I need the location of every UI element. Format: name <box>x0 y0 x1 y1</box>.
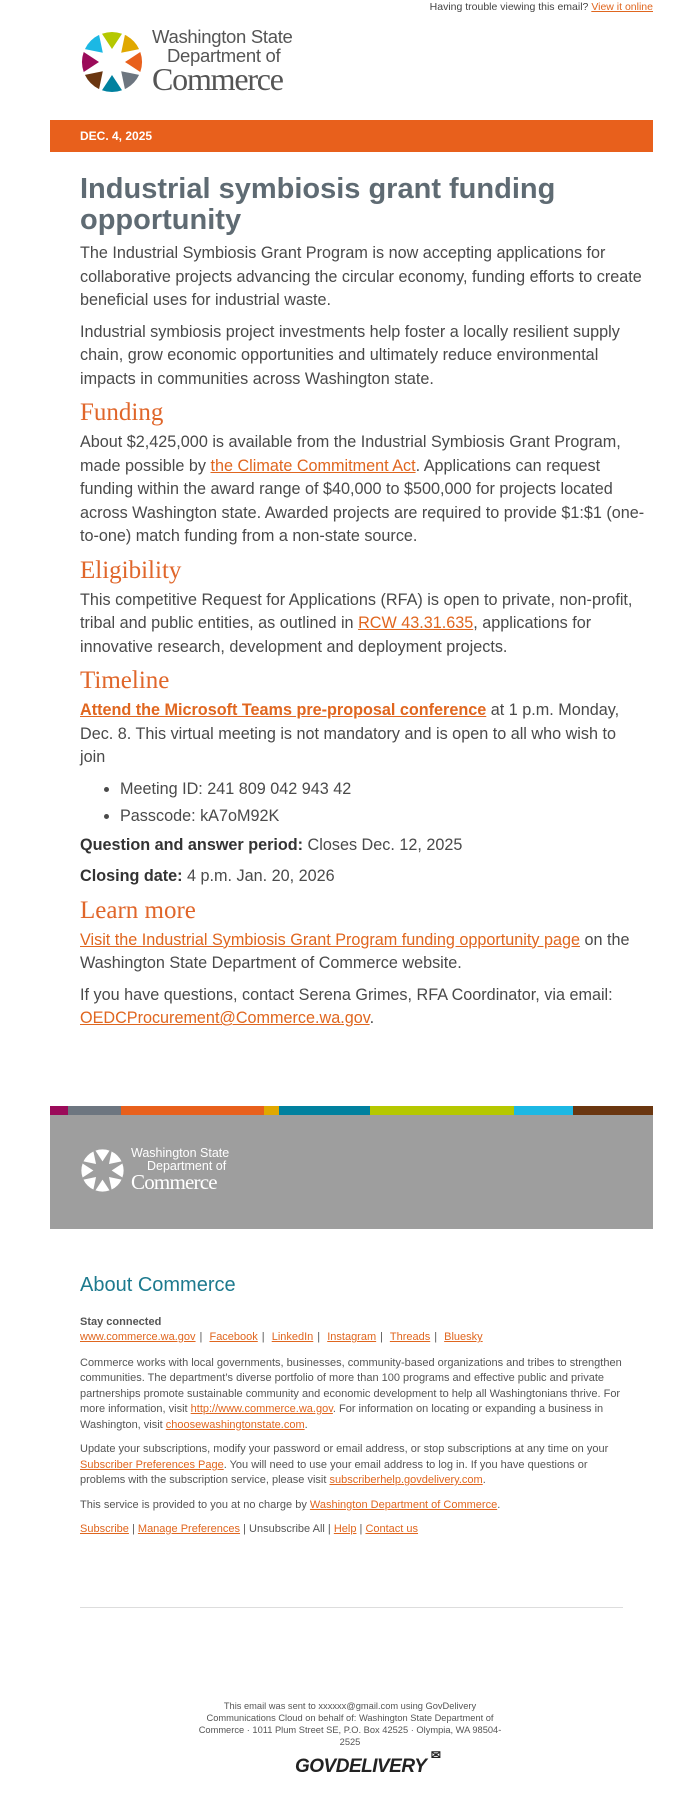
funding-paragraph: About $2,425,000 is available from the Industrial Symbiosis Grant Program, made possible by the Climate Commitment Act. Applications can request funding within the award range of $40,000 to $500,000 for projects located across Washington state. Awarded projects are required to provide $1:$1 (one-to-one) match funding from a non-state source. <box>80 433 645 545</box>
view-online-link[interactable]: View it online <box>591 1 653 13</box>
color-stripe <box>50 1106 653 1115</box>
social-links: www.commerce.wa.gov | Facebook | LinkedIn | Instagram | Threads | Bluesky <box>80 1331 483 1343</box>
subscription-paragraph: Update your subscriptions, modify your password or email address, or stop subscriptions at any time on your Subscriber Preferences Page. You will need to use your email address to log in. If you have questions or problems with the subscription service, please visit subscriberhelp.govdelivery.com. <box>80 1443 609 1486</box>
subscriberhelp-link[interactable]: subscriberhelp.govdelivery.com <box>329 1474 483 1486</box>
logo-petal <box>125 51 142 71</box>
instagram-link[interactable]: Instagram <box>327 1331 377 1343</box>
about-paragraph: Commerce works with local governments, businesses, community-based organizations and tribes to strengthen communities. The department’s diverse portfolio of more than 100 programs and effective public and private partnerships promote sustainable community and economic development to help all Washingtonians thrive. For more information, visit http://www.commerce.wa.gov. For information on locating or expanding a business in Washington, visit choosewashingtonstate.com. <box>80 1356 622 1431</box>
logo-petal <box>109 1151 122 1164</box>
intro-paragraph: The Industrial Symbiosis Grant Program is now accepting applications for collaborative projects advancing the circular economy, funding efforts to create beneficial uses for industrial waste. <box>80 244 642 309</box>
eligibility-heading: Eligibility <box>80 556 182 584</box>
logo-petal <box>82 51 99 71</box>
logo-petal <box>121 34 139 52</box>
commerce-star-icon <box>80 30 144 94</box>
subscribe-link[interactable]: Subscribe <box>80 1523 129 1535</box>
intro-paragraph-2: Industrial symbiosis project investments help foster a locally resilient supply chain, grow economic opportunities and ultimately reduce environmental impacts in communities across Washington state. <box>80 322 620 388</box>
contact-paragraph: If you have questions, contact Serena Grimes, RFA Coordinator, via email: OEDCProcurement@Commerce.wa.gov. <box>80 985 613 1027</box>
logo-petal <box>83 1176 96 1189</box>
eligibility-paragraph: This competitive Request for Applications (RFA) is open to private, non-profit, tribal and public entities, as outlined in RCW 43.31.635, applications for innovative research, development and deployment projects. <box>80 590 633 656</box>
unsubscribe-all[interactable]: Unsubscribe All <box>249 1523 325 1535</box>
learn-more-paragraph: Visit the Industrial Symbiosis Grant Program funding opportunity page on the Washington State Department of Commerce website. <box>80 930 630 972</box>
facebook-link[interactable]: Facebook <box>209 1331 258 1343</box>
commerce-star-white-icon <box>80 1148 125 1193</box>
meeting-id: • Meeting ID: 241 809 042 943 42 <box>120 778 645 801</box>
trouble-text: Having trouble viewing this email? <box>429 1 589 13</box>
logo-petal <box>85 34 103 52</box>
passcode: • Passcode: kA7oM92K <box>120 805 645 828</box>
learn-more-heading: Learn more <box>80 896 196 924</box>
timeline-heading: Timeline <box>80 667 170 694</box>
threads-link[interactable]: Threads <box>389 1331 431 1343</box>
climate-commitment-link[interactable]: the Climate Commitment Act <box>210 456 416 475</box>
funding-heading: Funding <box>80 399 164 426</box>
logo-petal <box>112 1163 124 1177</box>
logo-petal <box>121 71 139 89</box>
page-title: Industrial symbiosis grant funding opportunity <box>80 173 556 236</box>
wa-commerce-link[interactable]: Washington Department of Commerce <box>309 1498 498 1511</box>
view-online-bar <box>430 1 653 13</box>
logo-line3: Commerce <box>152 61 283 97</box>
about-section <box>80 1274 625 1547</box>
funding-page-link[interactable]: Visit the Industrial Symbiosis Grant Program funding opportunity page <box>80 930 580 949</box>
service-paragraph: This service is provided to you at no charge by Washington Department of Commerce. <box>80 1498 501 1511</box>
closing-date: Closing date: 4 p.m. Jan. 20, 2026 <box>80 867 335 885</box>
meeting-details-list <box>120 778 645 828</box>
website-link[interactable]: www.commerce.wa.gov <box>80 1331 196 1343</box>
commerce-logo-white: Washington State Department of Commerce <box>80 1147 229 1193</box>
footer-banner <box>50 1115 653 1229</box>
logo-petal <box>95 1179 109 1191</box>
manage-preferences-link[interactable]: Manage Preferences <box>137 1523 241 1535</box>
date-banner: DEC. 4, 2025 <box>50 120 653 152</box>
article <box>80 174 645 1039</box>
bluesky-link[interactable]: Bluesky <box>444 1331 483 1343</box>
logo-petal <box>109 1176 122 1189</box>
timeline-paragraph: Attend the Microsoft Teams pre-proposal conference at 1 p.m. Monday, Dec. 8. This virtual meeting is not mandatory and is open to all who wish to join <box>80 701 620 766</box>
rcw-link[interactable]: RCW 43.31.635 <box>358 614 474 632</box>
email-link[interactable]: OEDCProcurement@Commerce.wa.gov <box>80 1009 370 1027</box>
help-link[interactable]: Help <box>333 1523 357 1535</box>
qa-period: Question and answer period: Closes Dec. 12, 2025 <box>80 835 463 854</box>
logo-petal <box>95 1149 109 1161</box>
stay-connected-label: Stay connected <box>80 1315 162 1328</box>
footer-text: This email was sent to xxxxxx@gmail.com using GovDelivery Communications Cloud on behalf of: Washington State Department of Commerce · 1011 Plum Street SE, P.O. Box 42525 · Olympia, WA 98504-2525 <box>198 1701 502 1747</box>
logo-line1: Washington State <box>152 26 293 47</box>
divider <box>80 1607 623 1608</box>
teams-conference-link[interactable]: Attend the Microsoft Teams pre-proposal conference <box>80 701 487 719</box>
commerce-url-link[interactable]: http://www.commerce.wa.gov <box>190 1403 333 1415</box>
logo-petal <box>83 1151 96 1164</box>
choosewashington-link[interactable]: choosewashingtonstate.com <box>165 1418 305 1431</box>
contact-us-link[interactable]: Contact us <box>365 1523 419 1535</box>
logo-petal <box>81 1163 93 1177</box>
subscription-links: Subscribe | Manage Preferences | Unsubscribe All | Help | Contact us <box>80 1523 419 1535</box>
logo-line2: Department of <box>167 44 281 66</box>
govdelivery-logo: GOVDELIVERY ✉ <box>295 1748 441 1777</box>
commerce-logo <box>80 28 293 95</box>
logo-petal <box>85 71 103 89</box>
logo-petal <box>102 31 122 48</box>
envelope-icon: ✉ <box>430 1748 441 1762</box>
logo-petal <box>102 75 122 92</box>
subscriber-preferences-link[interactable]: Subscriber Preferences Page <box>80 1458 224 1471</box>
linkedin-link[interactable]: LinkedIn <box>271 1331 314 1343</box>
about-heading: About Commerce <box>80 1274 236 1296</box>
